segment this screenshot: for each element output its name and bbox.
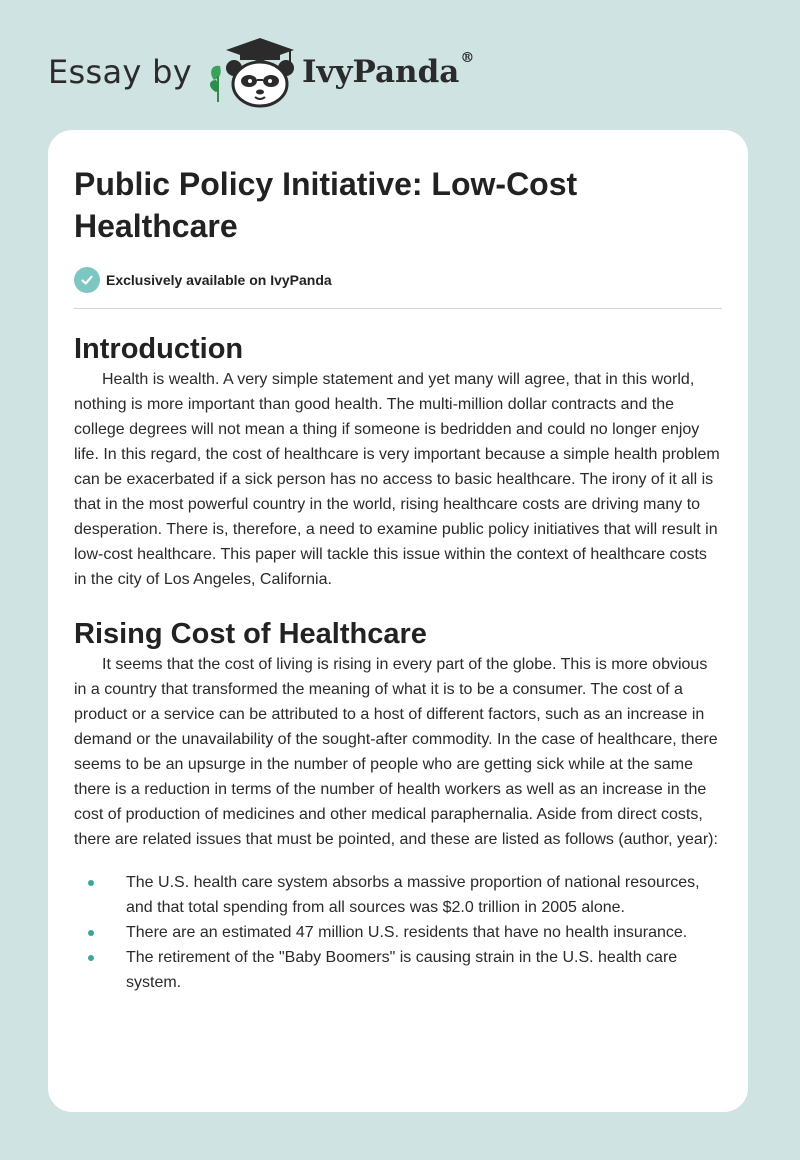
list-item <box>74 920 722 945</box>
registered-mark: ® <box>460 50 475 66</box>
brand-name: IvyPanda® <box>301 50 475 90</box>
list-item-text: The retirement of the "Baby Boomers" is causing strain in the U.S. health care system. <box>126 949 678 991</box>
panda-graduate-icon <box>206 36 298 108</box>
list-item-text: There are an estimated 47 million U.S. residents that have no health insurance. <box>126 924 688 941</box>
divider <box>74 308 722 309</box>
bullet-icon <box>88 930 94 936</box>
list-item <box>74 945 722 995</box>
issues-list <box>74 870 722 995</box>
section-heading-introduction: Introduction <box>74 333 244 365</box>
essay-card <box>48 130 748 1112</box>
introduction-paragraph: Health is wealth. A very simple statement and yet many will agree, that in this world, nothing is more important than good health. The multi-million dollar contracts and the college degrees will not mean a thing if someone is bedridden and could no longer enjoy life. In this regard, the cost of healthcare is very important because a simple health problem can be exacerbated if a sick person has no access to basic healthcare. The irony of it all is that in the most powerful country in the world, rising healthcare costs are driving many to desperation. There is, therefore, a need to examine public policy initiatives that will result in low-cost healthcare. This paper will tackle this issue within the context of healthcare costs in the city of Los Angeles, California. <box>74 371 720 588</box>
site-header-logo[interactable] <box>48 36 474 108</box>
page-title: Public Policy Initiative: Low-Cost Healthcare <box>74 166 578 244</box>
section-heading-rising-cost: Rising Cost of Healthcare <box>74 618 427 650</box>
list-item-text: The U.S. health care system absorbs a massive proportion of national resources, and that total spending from all sources was $2.0 trillion in 2005 alone. <box>126 874 700 916</box>
exclusive-badge <box>74 266 722 294</box>
list-item <box>74 870 722 920</box>
essay-by-label: Essay by <box>48 53 192 91</box>
bullet-icon <box>88 955 94 961</box>
bullet-icon <box>88 880 94 886</box>
checkmark-icon <box>74 267 100 293</box>
exclusive-label: Exclusively available on IvyPanda <box>106 272 332 288</box>
rising-cost-paragraph: It seems that the cost of living is rising in every part of the globe. This is more obvious in a country that transformed the meaning of what it is to be a consumer. The cost of a product or a service can be attributed to a host of different factors, such as an increase in demand or the unavailability of the sought-after commodity. In the case of healthcare, there seems to be an upsurge in the number of people who are getting sick while at the same there is a reduction in terms of the number of health workers as well as an increase in the cost of production of medicines and other medical paraphernalia. Aside from direct costs, there are related issues that must be pointed, and these are listed as follows (author, year): <box>74 656 718 848</box>
